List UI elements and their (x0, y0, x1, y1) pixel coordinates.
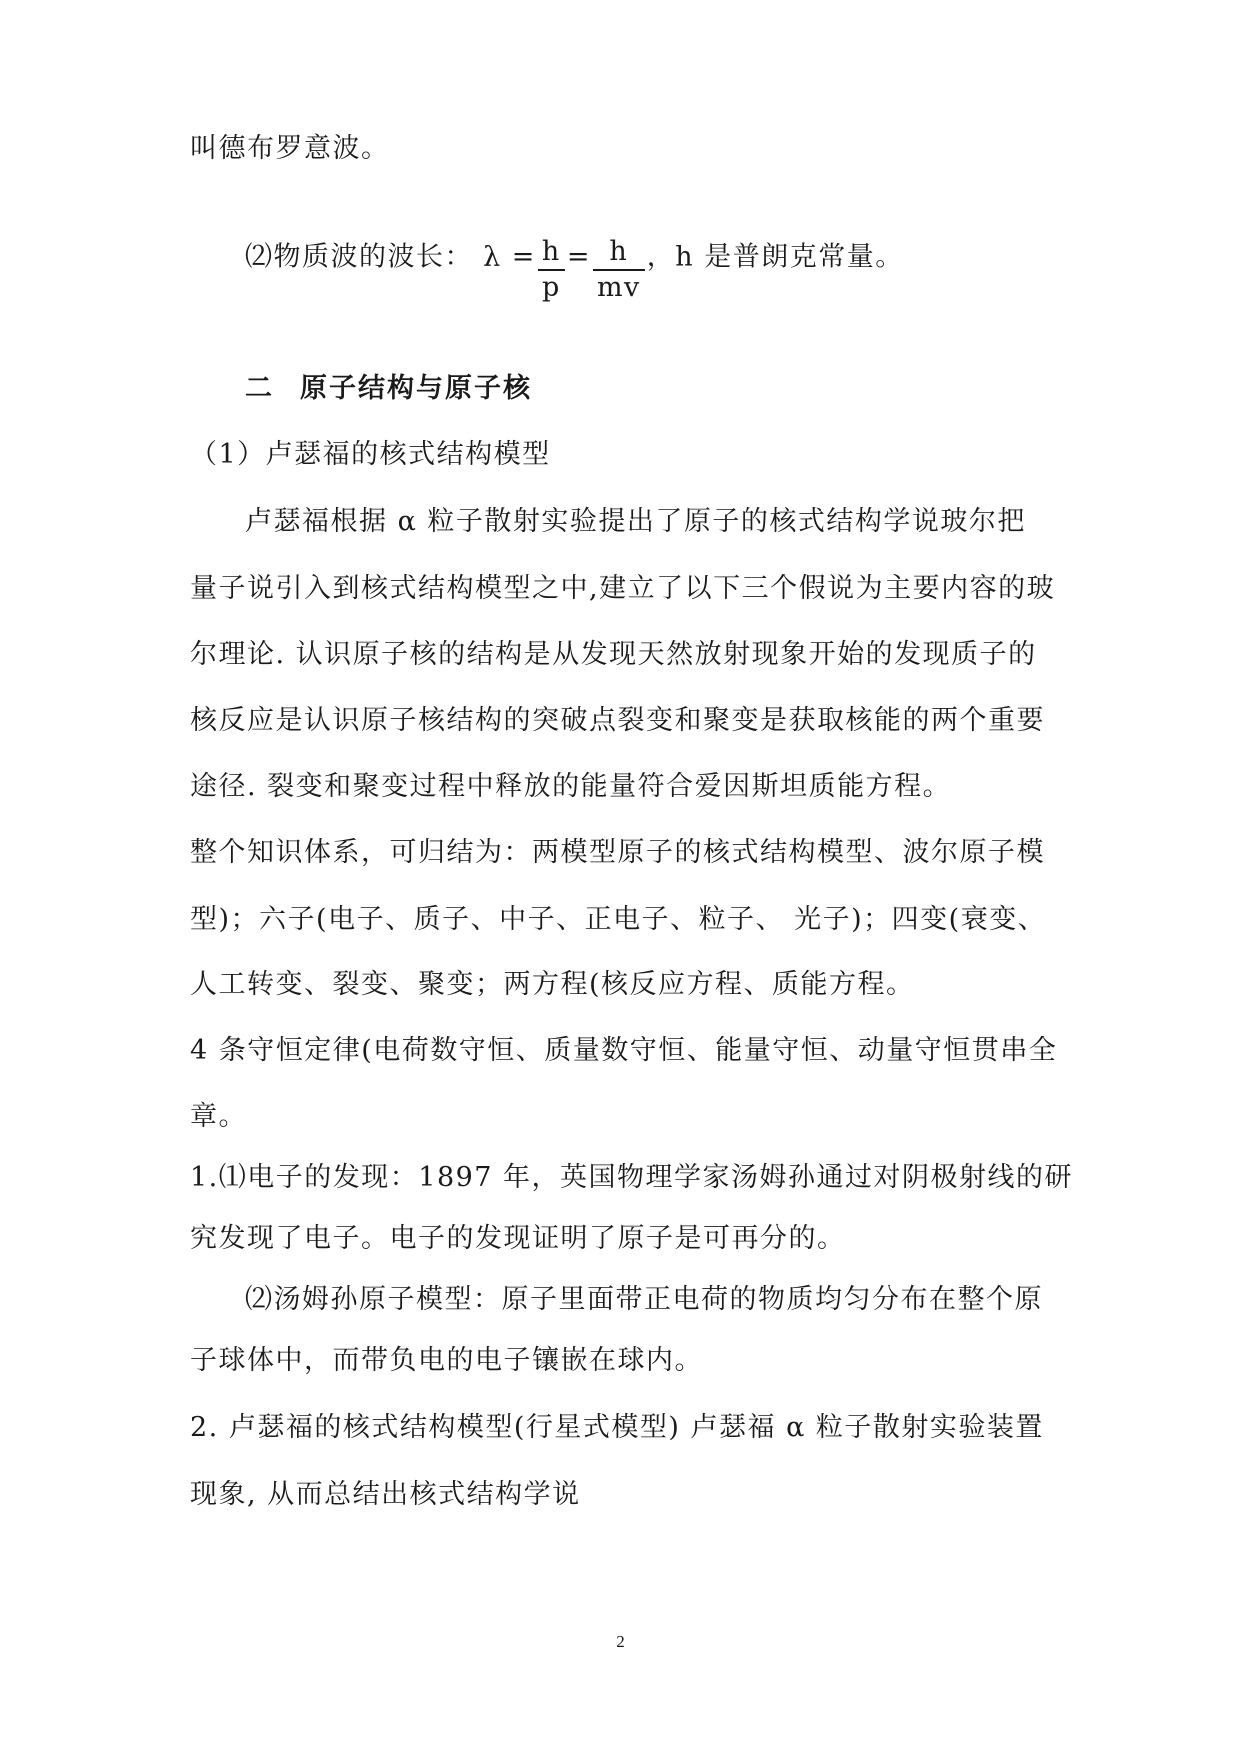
text-line-10: 型)；六子(电子、质子、中子、正电子、粒子、 光子)；四变(衰变、 (190, 904, 1047, 935)
fraction-h-over-p (538, 235, 565, 305)
fraction-h-over-mv (593, 235, 645, 305)
page-number: 2 (616, 1632, 625, 1651)
formula-suffix: ，h 是普朗克常量。 (646, 241, 904, 273)
text-line-14: 1.⑴电子的发现：1897 年，英国物理学家汤姆孙通过对阴极射线的研 (190, 1162, 1074, 1193)
section-number: 二 (245, 373, 274, 404)
text-line-17: 子球体中，而带负电的电子镶嵌在球内。 (190, 1345, 703, 1376)
section-title: 原子结构与原子核 (300, 373, 532, 404)
formula-lambda: λ = (483, 241, 536, 273)
text-line-6: 尔理论. 认识原子核的结构是从发现天然放射现象开始的发现质子的 (190, 639, 1037, 670)
text-line-1: 叫德布罗意波。 (190, 133, 390, 164)
text-line-15: 究发现了电子。电子的发现证明了原子是可再分的。 (190, 1223, 846, 1254)
text-line-5: 量子说引入到核式结构模型之中,建立了以下三个假说为主要内容的玻 (190, 573, 1056, 604)
fraction-numerator: h (538, 235, 565, 271)
text-line-9: 整个知识体系，可归结为：两模型原子的核式结构模型、波尔原子模 (190, 837, 1045, 868)
text-line-13: 章。 (190, 1101, 247, 1132)
subsection-title: （1）卢瑟福的核式结构模型 (190, 439, 551, 470)
text-line-7: 核反应是认识原子核结构的突破点裂变和聚变是获取核能的两个重要 (190, 705, 1045, 736)
text-line-18: 2. 卢瑟福的核式结构模型(行星式模型) 卢瑟福 α 粒子散射实验装置 (190, 1412, 1044, 1443)
formula-prefix: ⑵物质波的波长： (245, 241, 473, 273)
text-line-12: 4 条守恒定律(电荷数守恒、质量数守恒、能量守恒、动量守恒贯串全 (190, 1035, 1058, 1066)
formula-line (245, 223, 904, 303)
section-heading (245, 372, 532, 406)
fraction-denominator: p (541, 272, 561, 303)
fraction-denominator: mv (596, 272, 641, 303)
formula-equals: = (566, 241, 591, 273)
fraction-numerator: h (593, 235, 645, 271)
text-line-16: ⑵汤姆孙原子模型：原子里面带正电荷的物质均匀分布在整个原 (245, 1284, 1043, 1315)
text-line-8: 途径. 裂变和聚变过程中释放的能量符合爱因斯坦质能方程。 (190, 771, 952, 802)
text-line-19: 现象, 从而总结出核式结构学说 (190, 1479, 581, 1510)
text-line-4: 卢瑟福根据 α 粒子散射实验提出了原子的核式结构学说玻尔把 (245, 506, 1026, 537)
text-line-11: 人工转变、裂变、聚变；两方程(核反应方程、质能方程。 (190, 969, 915, 1000)
